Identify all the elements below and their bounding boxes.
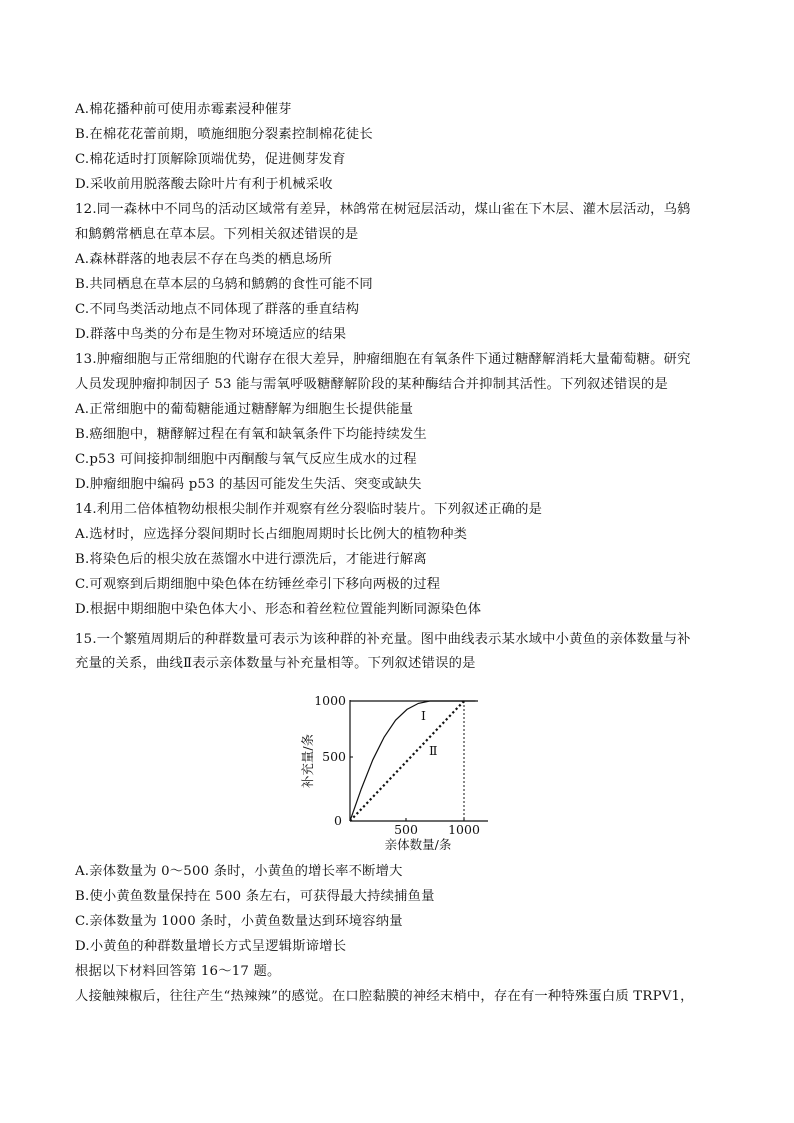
y-tick-label-1000: 1000	[314, 693, 346, 708]
text-line: D.根据中期细胞中染色体大小、形态和着丝粒位置能判断同源染色体	[75, 602, 482, 617]
text-line: B.共同栖息在草本层的乌鸫和鹪鹩的食性可能不同	[75, 277, 373, 292]
text-line: B.将染色后的根尖放在蒸馏水中进行漂洗后，才能进行解离	[75, 552, 427, 567]
text-line: B.在棉花花蕾前期，喷施细胞分裂素控制棉花徒长	[75, 127, 373, 142]
text-line: C.亲体数量为 1000 条时，小黄鱼数量达到环境容纳量	[75, 914, 403, 929]
chart-svg	[290, 688, 510, 858]
text-line: D.采收前用脱落酸去除叶片有利于机械采收	[75, 177, 333, 192]
text-line: 15.一个繁殖周期后的种群数量可表示为该种群的补充量。图中曲线表示某水域中小黄鱼的亲体数量与补	[75, 632, 691, 647]
x-axis-label: 亲体数量/条	[384, 837, 452, 852]
text-line: B.癌细胞中，糖酵解过程在有氧和缺氧条件下均能持续发生	[75, 427, 427, 442]
text-line: A.正常细胞中的葡萄糖能通过糖酵解为细胞生长提供能量	[75, 402, 414, 417]
text-line: 和鹪鹩常栖息在草本层。下列相关叙述错误的是	[75, 227, 359, 242]
text-line: C.p53 可间接抑制细胞中丙酮酸与氧气反应生成水的过程	[75, 452, 417, 467]
text-line: D.肿瘤细胞中编码 p53 的基因可能发生失活、突变或缺失	[75, 477, 422, 492]
y-axis-label: 补充量/条	[300, 733, 315, 789]
text-line: C.不同鸟类活动地点不同体现了群落的垂直结构	[75, 302, 360, 317]
y-tick-label-0: 0	[334, 813, 342, 828]
text-line: D.小黄鱼的种群数量增长方式呈逻辑斯谛增长	[75, 939, 347, 954]
text-line: B.使小黄鱼数量保持在 500 条左右，可获得最大持续捕鱼量	[75, 889, 435, 904]
series-label-I: Ⅰ	[421, 708, 426, 723]
text-line: D.群落中鸟类的分布是生物对环境适应的结果	[75, 327, 347, 342]
series-line-II	[350, 701, 464, 821]
text-line: 根据以下材料回答第 16～17 题。	[75, 964, 281, 979]
series-line-I	[350, 701, 475, 821]
text-line: 人接触辣椒后，往往产生“热辣辣”的感觉。在口腔黏膜的神经末梢中，存在有一种特殊蛋白质 TRPV1，	[75, 989, 694, 1004]
text-line: A.亲体数量为 0～500 条时，小黄鱼的增长率不断增大	[75, 864, 403, 879]
series-layer	[350, 701, 475, 821]
text-line: C.可观察到后期细胞中染色体在纺锤丝牵引下移向两极的过程	[75, 577, 441, 592]
text-line: 14.利用二倍体植物幼根根尖制作并观察有丝分裂临时装片。下列叙述正确的是	[75, 502, 543, 517]
text-line: 人员发现肿瘤抑制因子 53 能与需氧呼吸糖酵解阶段的某种酶结合并抑制其活性。下列叙述错误的是	[75, 377, 669, 392]
text-line: C.棉花适时打顶解除顶端优势，促进侧芽发育	[75, 152, 346, 167]
text-line: 充量的关系，曲线Ⅱ表示亲体数量与补充量相等。下列叙述错误的是	[75, 656, 476, 671]
figure-supplement-vs-parent	[290, 688, 510, 858]
text-line: 12.同一森林中不同鸟的活动区域常有差异，林鸽常在树冠层活动，煤山雀在下木层、灌木层活动，乌鸫	[75, 202, 691, 217]
text-line: A.森林群落的地表层不存在鸟类的栖息场所	[75, 252, 333, 267]
series-label-II: Ⅱ	[429, 743, 438, 758]
text-line: A.选材时，应选择分裂间期时长占细胞周期时长比例大的植物种类	[75, 527, 468, 542]
y-tick-label-500: 500	[322, 749, 346, 764]
x-tick-label-500: 500	[394, 822, 418, 837]
text-line: A.棉花播种前可使用赤霉素浸种催芽	[75, 102, 292, 117]
text-line: 13.肿瘤细胞与正常细胞的代谢存在很大差异，肿瘤细胞在有氧条件下通过糖酵解消耗大量葡萄糖。研究	[75, 352, 691, 367]
x-tick-label-1000: 1000	[448, 822, 480, 837]
